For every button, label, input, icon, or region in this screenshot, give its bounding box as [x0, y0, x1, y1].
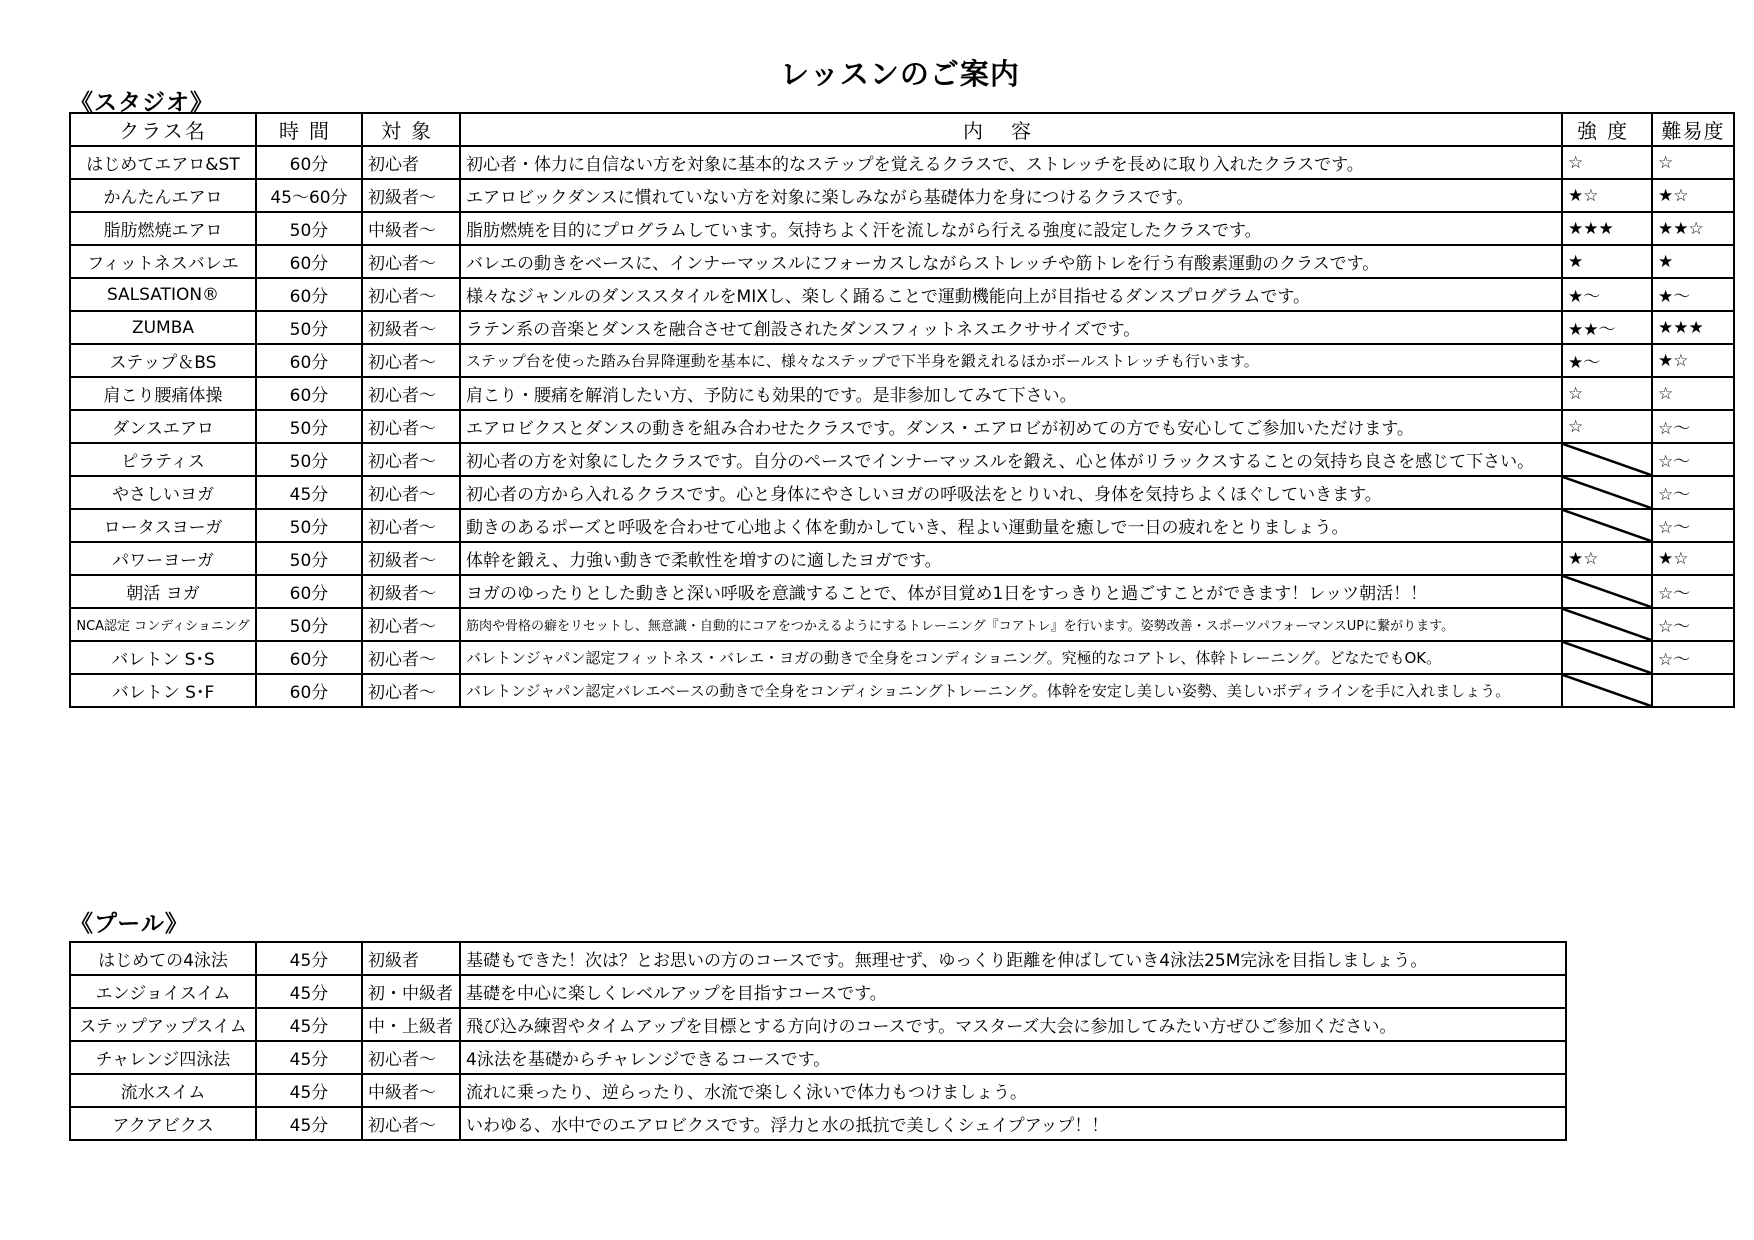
- intensity-rating: ★★～: [1562, 311, 1652, 344]
- course-description: いわゆる、水中でのエアロビクスです。浮力と水の抵抗で美しくシェイプアップ！！: [460, 1107, 1566, 1140]
- class-time: 50分: [256, 443, 362, 476]
- intensity-rating: ☆: [1562, 146, 1652, 179]
- class-time: 60分: [256, 344, 362, 377]
- class-description: 様々なジャンルのダンススタイルをMIXし、楽しく踊ることで運動機能向上が目指せるダンスプログラムです。: [460, 278, 1562, 311]
- difficulty-rating: ☆: [1652, 146, 1734, 179]
- class-description: 筋肉や骨格の癖をリセットし、無意識・自動的にコアをつかえるようにするトレーニング『コアトレ』を行います。姿勢改善・スポーツパフォーマンスUPに繋がります。: [460, 608, 1562, 641]
- class-target: 初心者～: [362, 377, 460, 410]
- course-name: ステップアップスイム: [70, 1008, 256, 1041]
- course-description: 飛び込み練習やタイムアップを目標とする方向けのコースです。マスターズ大会に参加してみたい方ぜひご参加ください。: [460, 1008, 1566, 1041]
- class-time: 50分: [256, 311, 362, 344]
- class-target: 初心者～: [362, 641, 460, 674]
- class-description: 肩こり・腰痛を解消したい方、予防にも効果的です。是非参加してみて下さい。: [460, 377, 1562, 410]
- course-target: 初・中級者: [362, 975, 460, 1008]
- table-row: [70, 674, 1734, 707]
- pool-lesson-table: [69, 941, 1567, 1141]
- intensity-rating: ★: [1562, 245, 1652, 278]
- intensity-not-applicable: [1562, 641, 1652, 674]
- class-description: バレトンジャパン認定バレエベースの動きで全身をコンディショニングトレーニング。体幹を安定し美しい姿勢、美しいボディラインを手に入れましょう。: [460, 674, 1562, 707]
- class-name: バレトン S･F: [70, 674, 256, 707]
- course-name: はじめての4泳法: [70, 942, 256, 975]
- class-time: 50分: [256, 410, 362, 443]
- difficulty-rating: ★★☆: [1652, 212, 1734, 245]
- course-target: 中・上級者: [362, 1008, 460, 1041]
- intensity-rating: ★～: [1562, 278, 1652, 311]
- difficulty-rating: ☆～: [1652, 443, 1734, 476]
- class-name: フィットネスバレエ: [70, 245, 256, 278]
- studio-lesson-table: [69, 112, 1735, 708]
- table-row: [70, 245, 1734, 278]
- class-target: 初心者～: [362, 476, 460, 509]
- course-target: 中級者～: [362, 1074, 460, 1107]
- header-content: 内容: [460, 113, 1562, 146]
- course-time: 45分: [256, 975, 362, 1008]
- difficulty-rating: ★☆: [1652, 542, 1734, 575]
- difficulty-rating: [1652, 674, 1734, 707]
- class-description: バレトンジャパン認定フィットネス・バレエ・ヨガの動きで全身をコンディショニング。究極的なコアトレ、体幹トレーニング。どなたでもOK。: [460, 641, 1562, 674]
- class-name: パワーヨーガ: [70, 542, 256, 575]
- class-description: 体幹を鍛え、力強い動きで柔軟性を増すのに適したヨガです。: [460, 542, 1562, 575]
- class-time: 60分: [256, 674, 362, 707]
- intensity-not-applicable: [1562, 674, 1652, 707]
- difficulty-rating: ☆～: [1652, 476, 1734, 509]
- course-description: 基礎もできた！次は？とお思いの方のコースです。無理せず、ゆっくり距離を伸ばしていき4泳法25M完泳を目指しましょう。: [460, 942, 1566, 975]
- table-row: [70, 1041, 1566, 1074]
- studio-section-label: 《スタジオ》: [70, 90, 214, 116]
- class-name: ダンスエアロ: [70, 410, 256, 443]
- class-description: エアロビックダンスに慣れていない方を対象に楽しみながら基礎体力を身につけるクラスです。: [460, 179, 1562, 212]
- difficulty-rating: ☆～: [1652, 410, 1734, 443]
- class-target: 初心者～: [362, 674, 460, 707]
- intensity-not-applicable: [1562, 509, 1652, 542]
- header-intensity: 強度: [1562, 113, 1652, 146]
- class-time: 45分: [256, 476, 362, 509]
- table-row: [70, 575, 1734, 608]
- course-description: 流れに乗ったり、逆らったり、水流で楽しく泳いで体力もつけましょう。: [460, 1074, 1566, 1107]
- class-time: 50分: [256, 542, 362, 575]
- header-class-name: クラス名: [70, 113, 256, 146]
- course-description: 4泳法を基礎からチャレンジできるコースです。: [460, 1041, 1566, 1074]
- class-target: 初心者～: [362, 278, 460, 311]
- class-description: 初心者の方から入れるクラスです。心と身体にやさしいヨガの呼吸法をとりいれ、身体を気持ちよくほぐしていきます。: [460, 476, 1562, 509]
- intensity-rating: ☆: [1562, 377, 1652, 410]
- table-header-row: [70, 113, 1734, 146]
- class-time: 45～60分: [256, 179, 362, 212]
- table-row: [70, 146, 1734, 179]
- table-row: [70, 542, 1734, 575]
- course-time: 45分: [256, 942, 362, 975]
- class-name: NCA認定 コンディショニング: [70, 608, 256, 641]
- class-target: 初心者～: [362, 410, 460, 443]
- difficulty-rating: ☆～: [1652, 575, 1734, 608]
- class-time: 50分: [256, 212, 362, 245]
- class-description: 動きのあるポーズと呼吸を合わせて心地よく体を動かしていき、程よい運動量を癒しで一日の疲れをとりましょう。: [460, 509, 1562, 542]
- class-name: 肩こり腰痛体操: [70, 377, 256, 410]
- table-row: [70, 278, 1734, 311]
- table-row: [70, 1074, 1566, 1107]
- class-name: 朝活 ヨガ: [70, 575, 256, 608]
- course-time: 45分: [256, 1008, 362, 1041]
- class-target: 初心者～: [362, 344, 460, 377]
- header-time: 時間: [256, 113, 362, 146]
- class-name: ZUMBA: [70, 311, 256, 344]
- difficulty-rating: ★～: [1652, 278, 1734, 311]
- class-target: 初心者～: [362, 608, 460, 641]
- intensity-not-applicable: [1562, 608, 1652, 641]
- class-name: かんたんエアロ: [70, 179, 256, 212]
- table-row: [70, 975, 1566, 1008]
- intensity-not-applicable: [1562, 443, 1652, 476]
- difficulty-rating: ☆～: [1652, 608, 1734, 641]
- class-description: ステップ台を使った踏み台昇降運動を基本に、様々なステップで下半身を鍛えれるほかボールストレッチも行います。: [460, 344, 1562, 377]
- class-time: 50分: [256, 509, 362, 542]
- class-target: 初心者: [362, 146, 460, 179]
- page-title: レッスンのご案内: [780, 57, 1020, 91]
- intensity-not-applicable: [1562, 476, 1652, 509]
- class-name: ロータスヨーガ: [70, 509, 256, 542]
- difficulty-rating: ★☆: [1652, 179, 1734, 212]
- table-row: [70, 344, 1734, 377]
- table-row: [70, 641, 1734, 674]
- class-target: 初級者～: [362, 542, 460, 575]
- course-name: アクアビクス: [70, 1107, 256, 1140]
- class-description: エアロビクスとダンスの動きを組み合わせたクラスです。ダンス・エアロビが初めての方でも安心してご参加いただけます。: [460, 410, 1562, 443]
- header-target: 対象: [362, 113, 460, 146]
- difficulty-rating: ★☆: [1652, 344, 1734, 377]
- course-target: 初心者～: [362, 1041, 460, 1074]
- class-target: 中級者～: [362, 212, 460, 245]
- difficulty-rating: ☆～: [1652, 641, 1734, 674]
- class-time: 60分: [256, 146, 362, 179]
- class-time: 60分: [256, 278, 362, 311]
- table-row: [70, 476, 1734, 509]
- class-target: 初心者～: [362, 245, 460, 278]
- class-description: ヨガのゆったりとした動きと深い呼吸を意識することで、体が目覚め1日をすっきりと過ごすことができます！レッツ朝活！！: [460, 575, 1562, 608]
- course-target: 初心者～: [362, 1107, 460, 1140]
- course-time: 45分: [256, 1107, 362, 1140]
- class-name: はじめてエアロ&ST: [70, 146, 256, 179]
- class-time: 60分: [256, 245, 362, 278]
- class-name: ステップ＆BS: [70, 344, 256, 377]
- course-name: チャレンジ四泳法: [70, 1041, 256, 1074]
- class-name: バレトン S･S: [70, 641, 256, 674]
- table-row: [70, 1008, 1566, 1041]
- class-name: やさしいヨガ: [70, 476, 256, 509]
- table-row: [70, 1107, 1566, 1140]
- class-target: 初心者～: [362, 509, 460, 542]
- class-time: 50分: [256, 608, 362, 641]
- course-name: エンジョイスイム: [70, 975, 256, 1008]
- class-time: 60分: [256, 377, 362, 410]
- class-description: 初心者・体力に自信ない方を対象に基本的なステップを覚えるクラスで、ストレッチを長めに取り入れたクラスです。: [460, 146, 1562, 179]
- table-row: [70, 942, 1566, 975]
- intensity-rating: ★～: [1562, 344, 1652, 377]
- table-row: [70, 509, 1734, 542]
- course-time: 45分: [256, 1041, 362, 1074]
- intensity-rating: ★★★: [1562, 212, 1652, 245]
- difficulty-rating: ★★★: [1652, 311, 1734, 344]
- table-row: [70, 179, 1734, 212]
- class-target: 初心者～: [362, 443, 460, 476]
- intensity-rating: ☆: [1562, 410, 1652, 443]
- header-difficulty: 難易度: [1652, 113, 1734, 146]
- class-time: 60分: [256, 575, 362, 608]
- course-name: 流水スイム: [70, 1074, 256, 1107]
- intensity-not-applicable: [1562, 575, 1652, 608]
- class-target: 初級者～: [362, 311, 460, 344]
- table-row: [70, 212, 1734, 245]
- table-row: [70, 311, 1734, 344]
- class-target: 初級者～: [362, 179, 460, 212]
- course-time: 45分: [256, 1074, 362, 1107]
- table-row: [70, 443, 1734, 476]
- course-target: 初級者: [362, 942, 460, 975]
- class-description: ラテン系の音楽とダンスを融合させて創設されたダンスフィットネスエクササイズです。: [460, 311, 1562, 344]
- table-row: [70, 377, 1734, 410]
- difficulty-rating: ★: [1652, 245, 1734, 278]
- table-row: [70, 410, 1734, 443]
- course-description: 基礎を中心に楽しくレベルアップを目指すコースです。: [460, 975, 1566, 1008]
- class-description: 脂肪燃焼を目的にプログラムしています。気持ちよく汗を流しながら行える強度に設定したクラスです。: [460, 212, 1562, 245]
- class-target: 初級者～: [362, 575, 460, 608]
- class-name: SALSATION®: [70, 278, 256, 311]
- pool-section-label: 《プール》: [70, 911, 189, 937]
- table-row: [70, 608, 1734, 641]
- difficulty-rating: ☆～: [1652, 509, 1734, 542]
- class-time: 60分: [256, 641, 362, 674]
- intensity-rating: ★☆: [1562, 179, 1652, 212]
- class-description: 初心者の方を対象にしたクラスです。自分のペースでインナーマッスルを鍛え、心と体がリラックスすることの気持ち良さを感じて下さい。: [460, 443, 1562, 476]
- class-name: ピラティス: [70, 443, 256, 476]
- class-description: バレエの動きをベースに、インナーマッスルにフォーカスしながらストレッチや筋トレを行う有酸素運動のクラスです。: [460, 245, 1562, 278]
- difficulty-rating: ☆: [1652, 377, 1734, 410]
- intensity-rating: ★☆: [1562, 542, 1652, 575]
- class-name: 脂肪燃焼エアロ: [70, 212, 256, 245]
